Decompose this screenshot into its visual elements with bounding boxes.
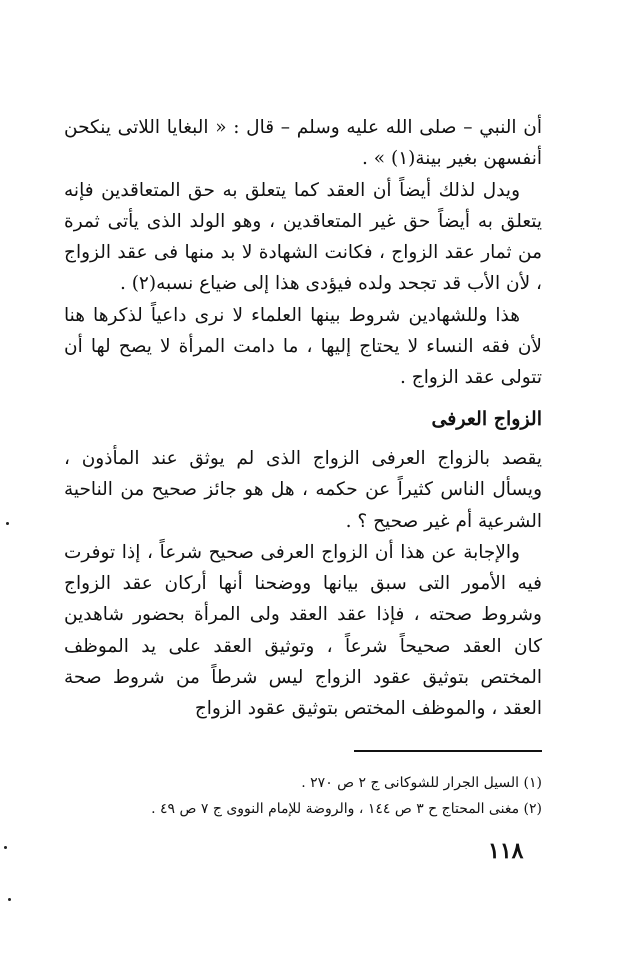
section-heading: الزواج العرفى [431,407,542,430]
footnotes [90,770,542,822]
scan-speck [4,846,7,849]
paragraph-2: ويدل لذلك أيضاً أن العقد كما يتعلق به حق المتعاقدين فإنه يتعلق به أيضاً حق غير المتعاقدين ، وهو الولد الذى يأتى ثمرة من ثمار عقد الزواج ، فكانت الشهادة لا بد منها فى عقد الزواج ، لأن الأب قد تجحد ولده فيؤدى هذا إلى ضياع نسبه(٢) . [64,179,542,295]
scan-speck [6,522,9,525]
paragraph-1: أن النبي – صلى الله عليه وسلم – قال : « البغايا اللاتى ينكحن أنفسهن بغير بينة(١) » . [64,117,542,170]
paragraph-3: هذا وللشهادين شروط بينها العلماء لا نرى داعياً لذكرها هنا لأن فقه النساء لا يحتاج إليها ، ما دامت المرأة لا يصح لها أن تتولى عقد الزواج . [64,304,542,389]
scan-speck [8,898,11,901]
footnote-separator [354,750,542,752]
paragraph-4: يقصد بالزواج العرفى الزواج الذى لم يوثق عند المأذون ، ويسأل الناس كثيراً عن حكمه ، هل هو جائز صحيح من الناحية الشرعية أم غير صحيح ؟ . [64,447,542,532]
footnote-2: (٢) مغنى المحتاج ح ٣ ص ١٤٤ ، والروضة للإمام النووى ج ٧ ص ٤٩ . [151,801,542,817]
body-text [64,112,542,725]
page-number: ١١٨ [488,838,524,864]
footnote-1: (١) السيل الجرار للشوكانى ج ٢ ص ٢٧٠ . [301,775,542,791]
paragraph-5: والإجابة عن هذا أن الزواج العرفى صحيح شرعاً ، إذا توفرت فيه الأمور التى سبق بيانها ووضحنا أنها أركان عقد الزواج وشروط صحته ، فإذا عقد العقد ولى المرأة بحضور شاهدين كان العقد صحيحاً شرعاً ، وتوثيق العقد على يد الموظف المختص بتوثيق عقود الزواج ليس شرطاً من شروط صحة العقد ، والموظف المختص بتوثيق عقود الزواج [64,541,542,720]
